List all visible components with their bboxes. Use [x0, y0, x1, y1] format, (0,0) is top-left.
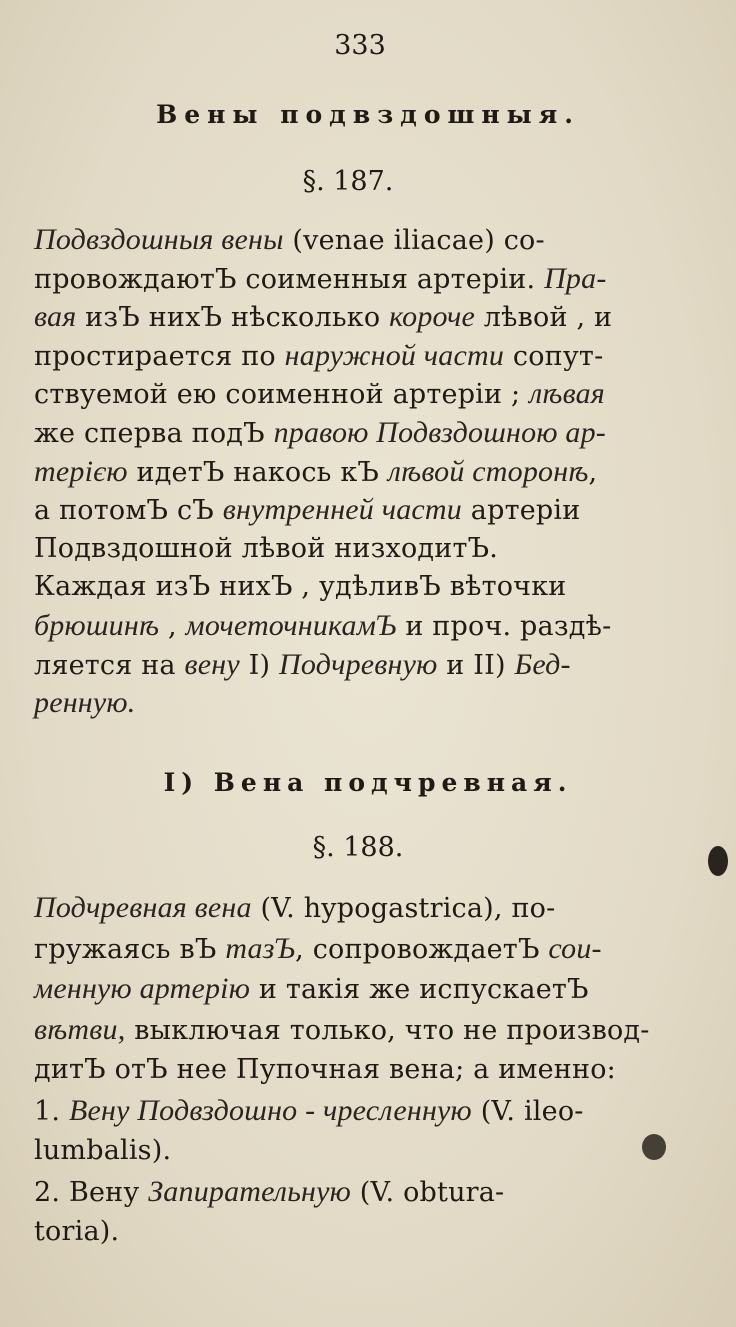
text-span: выключая только, что не производ- — [125, 1014, 650, 1046]
text-line — [34, 1172, 504, 1213]
text-span: (V. ileo- — [471, 1095, 584, 1127]
text-line — [34, 413, 606, 454]
italic-term: Бед- — [514, 647, 571, 681]
italic-term: Вену Подвздошно - чресленную — [68, 1093, 472, 1127]
text-span: , — [588, 456, 598, 488]
text-span: (V. obtura- — [351, 1176, 505, 1208]
text-span: дитЪ отЪ нее Пупочная вена; а именно: — [34, 1054, 616, 1085]
text-line — [34, 336, 603, 377]
text-span: простирается по — [34, 340, 285, 372]
italic-term: короче — [389, 300, 476, 334]
italic-term: Пра- — [544, 261, 607, 295]
italic-term: Подчревную — [279, 647, 438, 681]
section-heading: Вены подвздошныя. — [156, 100, 580, 129]
text-line — [34, 490, 580, 531]
text-span: артеріи — [462, 495, 581, 527]
text-line — [34, 969, 589, 1010]
italic-term: Запирательную — [148, 1174, 352, 1208]
text-span: (venae iliacae) со- — [283, 225, 545, 256]
italic-term: мочеточникамЪ — [185, 609, 397, 642]
italic-term: Подвздошныя вены — [34, 223, 284, 256]
text-span: изЪ нихЪ нѣсколько — [76, 302, 390, 334]
text-span: , сопровождаетЪ — [295, 933, 549, 965]
paragraph-number: §. 187. — [302, 166, 394, 197]
text-line — [34, 1091, 584, 1132]
text-span: toria). — [34, 1216, 120, 1247]
text-line — [34, 1050, 616, 1090]
text-line — [34, 297, 612, 338]
italic-term: ренную. — [34, 686, 136, 720]
text-line — [34, 888, 555, 929]
italic-term: вену — [184, 647, 240, 681]
italic-term: терією — [34, 454, 128, 488]
text-span: 1. — [34, 1095, 69, 1127]
text-span: идетЪ накось кЪ — [127, 456, 388, 488]
text-span: сопут- — [504, 340, 604, 372]
text-line — [34, 374, 605, 415]
text-span: и такія же испускаетЪ — [250, 974, 589, 1005]
text-line — [34, 1010, 650, 1051]
text-span: же сперва подЪ — [34, 418, 274, 449]
italic-term: сои- — [548, 931, 602, 965]
text-span: ствуемой ею соименной артеріи ; — [34, 379, 530, 411]
italic-term: правою Подвздошною ар- — [273, 416, 606, 449]
italic-term: лѣвая — [529, 377, 605, 411]
text-line — [34, 259, 607, 300]
ink-spot — [642, 1134, 666, 1160]
text-span: 2. Вену — [34, 1176, 149, 1208]
text-span: , — [159, 611, 186, 642]
italic-term: вѣтви, — [34, 1012, 126, 1046]
text-line — [34, 1131, 171, 1171]
text-line — [34, 683, 135, 724]
text-line — [34, 452, 597, 493]
text-span: I) — [239, 649, 280, 681]
page-number: 333 — [334, 30, 386, 61]
italic-term: менную артерію — [34, 972, 251, 1005]
text-line — [34, 645, 571, 686]
text-line — [34, 606, 611, 647]
text-line — [34, 1212, 119, 1252]
text-line — [34, 529, 498, 569]
paragraph-number-2: §. 188. — [312, 832, 404, 863]
italic-term: лѣвой сторонѣ — [387, 454, 589, 488]
subsection-heading: I) Вена подчревная. — [163, 768, 573, 797]
text-span: Подвздошной лѣвой низходитЪ. — [34, 532, 499, 564]
italic-term: наружной части — [284, 338, 505, 372]
text-span: (V. hypogastrica), по- — [251, 893, 556, 924]
text-span: Каждая изЪ нихЪ , удѣливЪ вѣточки — [34, 571, 567, 603]
text-span: и проч. раздѣ- — [396, 611, 612, 642]
italic-term: тазЪ — [225, 931, 296, 965]
text-span: ляется на — [34, 649, 185, 681]
italic-term: внутренней части — [222, 493, 462, 527]
italic-term: вая — [34, 300, 77, 334]
text-line — [34, 929, 602, 970]
ink-spot — [708, 846, 728, 876]
text-span: lumbalis). — [34, 1135, 172, 1166]
text-span: гружаясь вЪ — [34, 933, 226, 965]
italic-term: Подчревная вена — [34, 891, 252, 924]
text-span: провождаютЪ соименныя артеріи. — [34, 263, 545, 295]
italic-term: брюшинѣ — [34, 609, 160, 642]
text-span: и II) — [437, 649, 515, 681]
text-span: лѣвой , и — [475, 302, 613, 334]
text-span: а потомЪ сЪ — [34, 495, 223, 527]
text-line — [34, 567, 567, 607]
text-line — [34, 220, 545, 261]
